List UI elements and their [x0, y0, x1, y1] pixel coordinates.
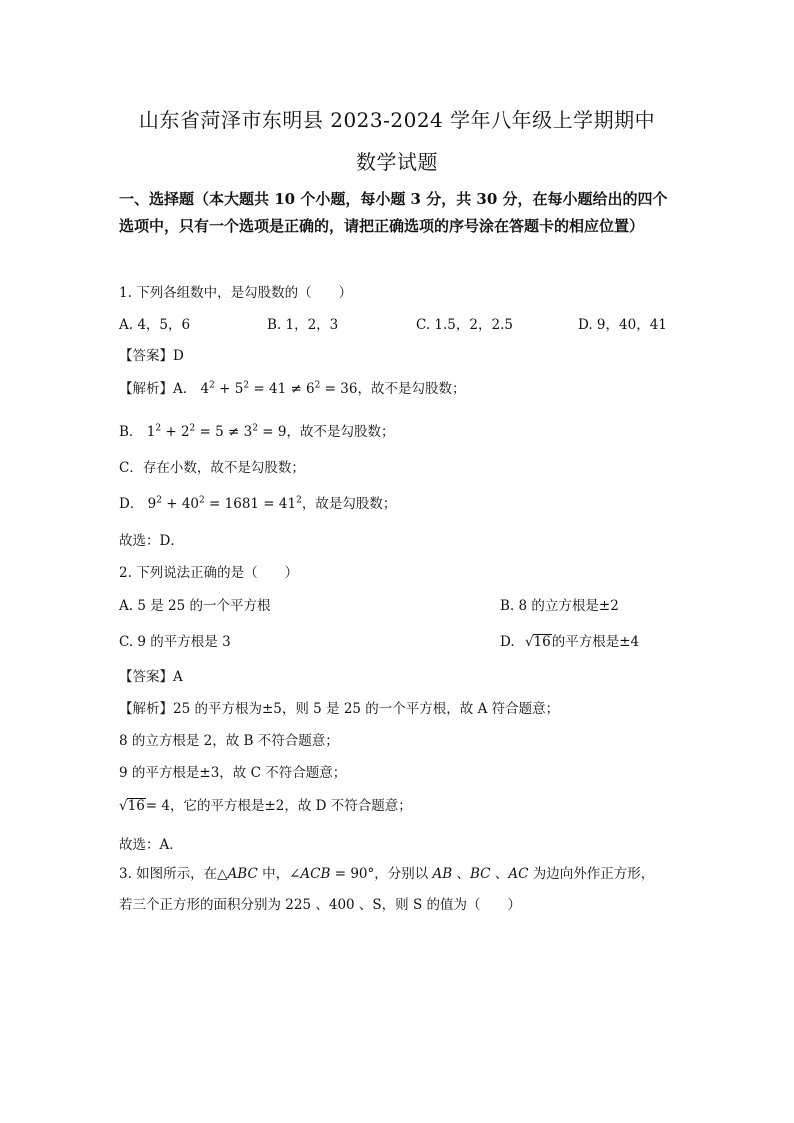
equation-d: $9^2 + 40^2 = 1681 = 41^2$	[147, 495, 302, 512]
q2-answer: 【答案】A	[119, 669, 183, 685]
side-bc: BC	[470, 866, 491, 882]
question-2-stem: 2. 下列说法正确的是（ ）	[119, 565, 299, 581]
stem-part: 3. 如图所示，在△	[119, 866, 228, 882]
q2-option-d	[500, 630, 639, 650]
q2-analysis-4	[119, 794, 412, 814]
q1-analysis-b	[119, 420, 394, 440]
q2-analysis-1: 【解析】25 的平方根为±5，则 5 是 25 的一个平方根，故 A 符合题意；	[119, 701, 560, 717]
q1-conclusion: 故选：D．	[119, 533, 184, 549]
page-subtitle: 数学试题	[356, 150, 438, 174]
q1-analysis-d	[119, 492, 396, 512]
sqrt-radicand: 16	[127, 798, 145, 814]
q1-analysis-c: C．存在小数，故不是勾股数；	[119, 460, 305, 476]
option-d-letter: D.	[500, 634, 515, 650]
option-d-tail: 的平方根是±4	[551, 634, 640, 650]
q2-option-c: C. 9 的平方根是 3	[119, 634, 231, 650]
q2-analysis-2: 8 的立方根是 2，故 B 不符合题意；	[119, 733, 339, 749]
section-heading: 一、选择题（本大题共 10 个小题，每小题 3 分，共 30 分，在每小题给出的四个选项中，只有一个选项是正确的，请把正确选项的序号涂在答题卡的相应位置）	[119, 190, 668, 235]
q2-conclusion: 故选：A．	[119, 837, 183, 853]
question-3-stem-line2: 若三个正方形的面积分别为 225 、400 、S，则 S 的值为（ ）	[119, 897, 521, 913]
q1-option-a: A. 4，5，6	[119, 317, 191, 333]
analysis-d-prefix: D．	[119, 496, 144, 512]
sqrt-symbol: √	[524, 634, 534, 650]
side-ac: AC	[508, 866, 529, 882]
analysis-a-tail: ，故不是勾股数；	[357, 381, 466, 397]
sqrt-symbol: √	[119, 798, 128, 814]
stem-part: 、	[490, 866, 509, 882]
page-title: 山东省菏泽市东明县 2023-2024 学年八年级上学期期中	[138, 108, 656, 132]
q1-option-c: C. 1.5，2，2.5	[416, 317, 513, 333]
q1-option-d: D. 9，40，41	[578, 317, 667, 333]
angle-name: ACB	[300, 866, 331, 882]
side-ab: AB	[432, 866, 453, 882]
analysis-label: 【解析】A．	[119, 381, 197, 397]
stem-part: 中，∠	[257, 866, 301, 882]
analysis-d-tail: ，故是勾股数；	[301, 496, 397, 512]
equation-b: $1^2 + 2^2 = 5 \ne 3^2 = 9$	[146, 423, 287, 440]
q1-analysis-a	[119, 377, 465, 397]
question-3-stem-line1	[119, 862, 654, 882]
stem-part: = 90°，分别以	[330, 866, 433, 882]
q1-option-b: B. 1，2，3	[267, 317, 339, 333]
question-1-stem: 1. 下列各组数中，是勾股数的（ ）	[119, 285, 353, 301]
q1-answer: 【答案】D	[119, 348, 184, 364]
analysis-b-prefix: B．	[119, 424, 143, 440]
analysis-b-tail: ，故不是勾股数；	[286, 424, 395, 440]
q2-analysis-3: 9 的平方根是±3，故 C 不符合题意；	[119, 765, 347, 781]
q2-option-a: A. 5 是 25 的一个平方根	[119, 598, 271, 614]
stem-part: 、	[452, 866, 471, 882]
equation-a: $4^2 + 5^2 = 41 \ne 6^2 = 36$	[200, 380, 358, 397]
q2-option-b: B. 8 的立方根是±2	[500, 598, 619, 614]
stem-part: 为边向外作正方形，	[528, 866, 655, 882]
sqrt-radicand: 16	[533, 634, 551, 650]
analysis-4-tail: = 4，它的平方根是±2，故 D 不符合题意；	[145, 798, 412, 814]
triangle-name: ABC	[227, 866, 258, 882]
